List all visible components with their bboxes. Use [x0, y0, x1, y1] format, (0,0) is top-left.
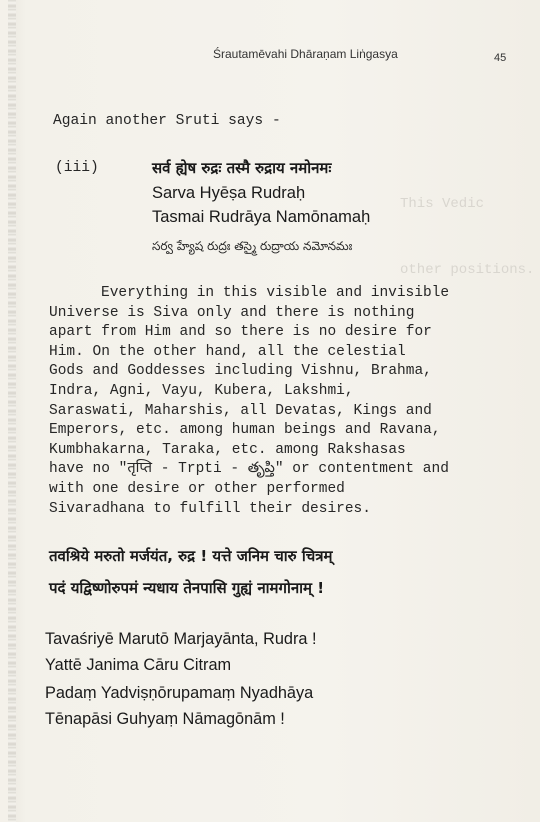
body-paragraph [49, 284, 502, 519]
paragraph-line: Universe is Siva only and there is nothing [49, 304, 415, 321]
paragraph-line: Indra, Agni, Vayu, Kubera, Lakshmi, [49, 382, 354, 399]
page-edge [8, 0, 16, 822]
verse1-telugu: సర్వ హ్యేష రుద్రః తస్మై రుద్రాయ నమోనమః [152, 239, 353, 253]
verse1-devanagari: सर्व ह्येष रुद्रः तस्मै रुद्राय नमोनमः [152, 159, 332, 177]
verse2-transliteration-line: Tēnapāsi Guhyaṃ Nāmagōnām ! [45, 710, 285, 728]
paragraph-line: Everything in this visible and invisible [101, 285, 450, 301]
paragraph-line: Sivaradhana to fulfill their desires. [49, 500, 371, 517]
page-number: 45 [494, 52, 507, 64]
paragraph-line: Him. On the other hand, all the celestial [49, 343, 406, 360]
paragraph-line: with one desire or other performed [49, 480, 345, 497]
paragraph-line: Emperors, etc. among human beings and Ravana, [49, 422, 441, 439]
verse2-transliteration-line: Yattē Janima Cāru Citram [45, 656, 232, 674]
verse1-transliteration-line2: Tasmai Rudrāya Namōnamaḥ [152, 208, 371, 226]
paragraph-line: Gods and Goddesses including Vishnu, Brahma, [49, 363, 432, 380]
intro-line: Again another Sruti says - [53, 113, 281, 129]
verse2-devanagari-line2: पदं यद्विष्णोरुपमं न्यधाय तेनपासि गुह्यं नामगोनाम् ! [49, 579, 325, 597]
verse2-devanagari-line1: तवश्रिये मरुतो मर्जयंत, रुद्र ! यत्ते जनिम चारु चित्रम् [49, 547, 333, 565]
verse2-transliteration-line: Padaṃ Yadviṣṇōrupamaṃ Nyadhāya [45, 684, 314, 702]
paragraph-line: have no "तृप्ति - Trpti - తృప్తి" or contentment and [49, 461, 449, 478]
running-title: Śrautamēvahi Dhāraṇam Liṅgasya [213, 47, 398, 61]
bleed-through-text: other positions. [400, 262, 535, 278]
paragraph-line: apart from Him and so there is no desire for [49, 324, 432, 341]
bleed-through-text: This Vedic [400, 196, 485, 212]
paragraph-line: Saraswati, Maharshis, all Devatas, Kings and [49, 402, 432, 419]
verse2-transliteration-line: Tavaśriyē Marutō Marjayānta, Rudra ! [45, 630, 317, 648]
verse1-transliteration-line1: Sarva Hyēṣa Rudraḥ [152, 184, 306, 202]
paragraph-line: Kumbhakarna, Taraka, etc. among Rakshasas [49, 441, 406, 458]
verse-number: (iii) [55, 160, 99, 176]
